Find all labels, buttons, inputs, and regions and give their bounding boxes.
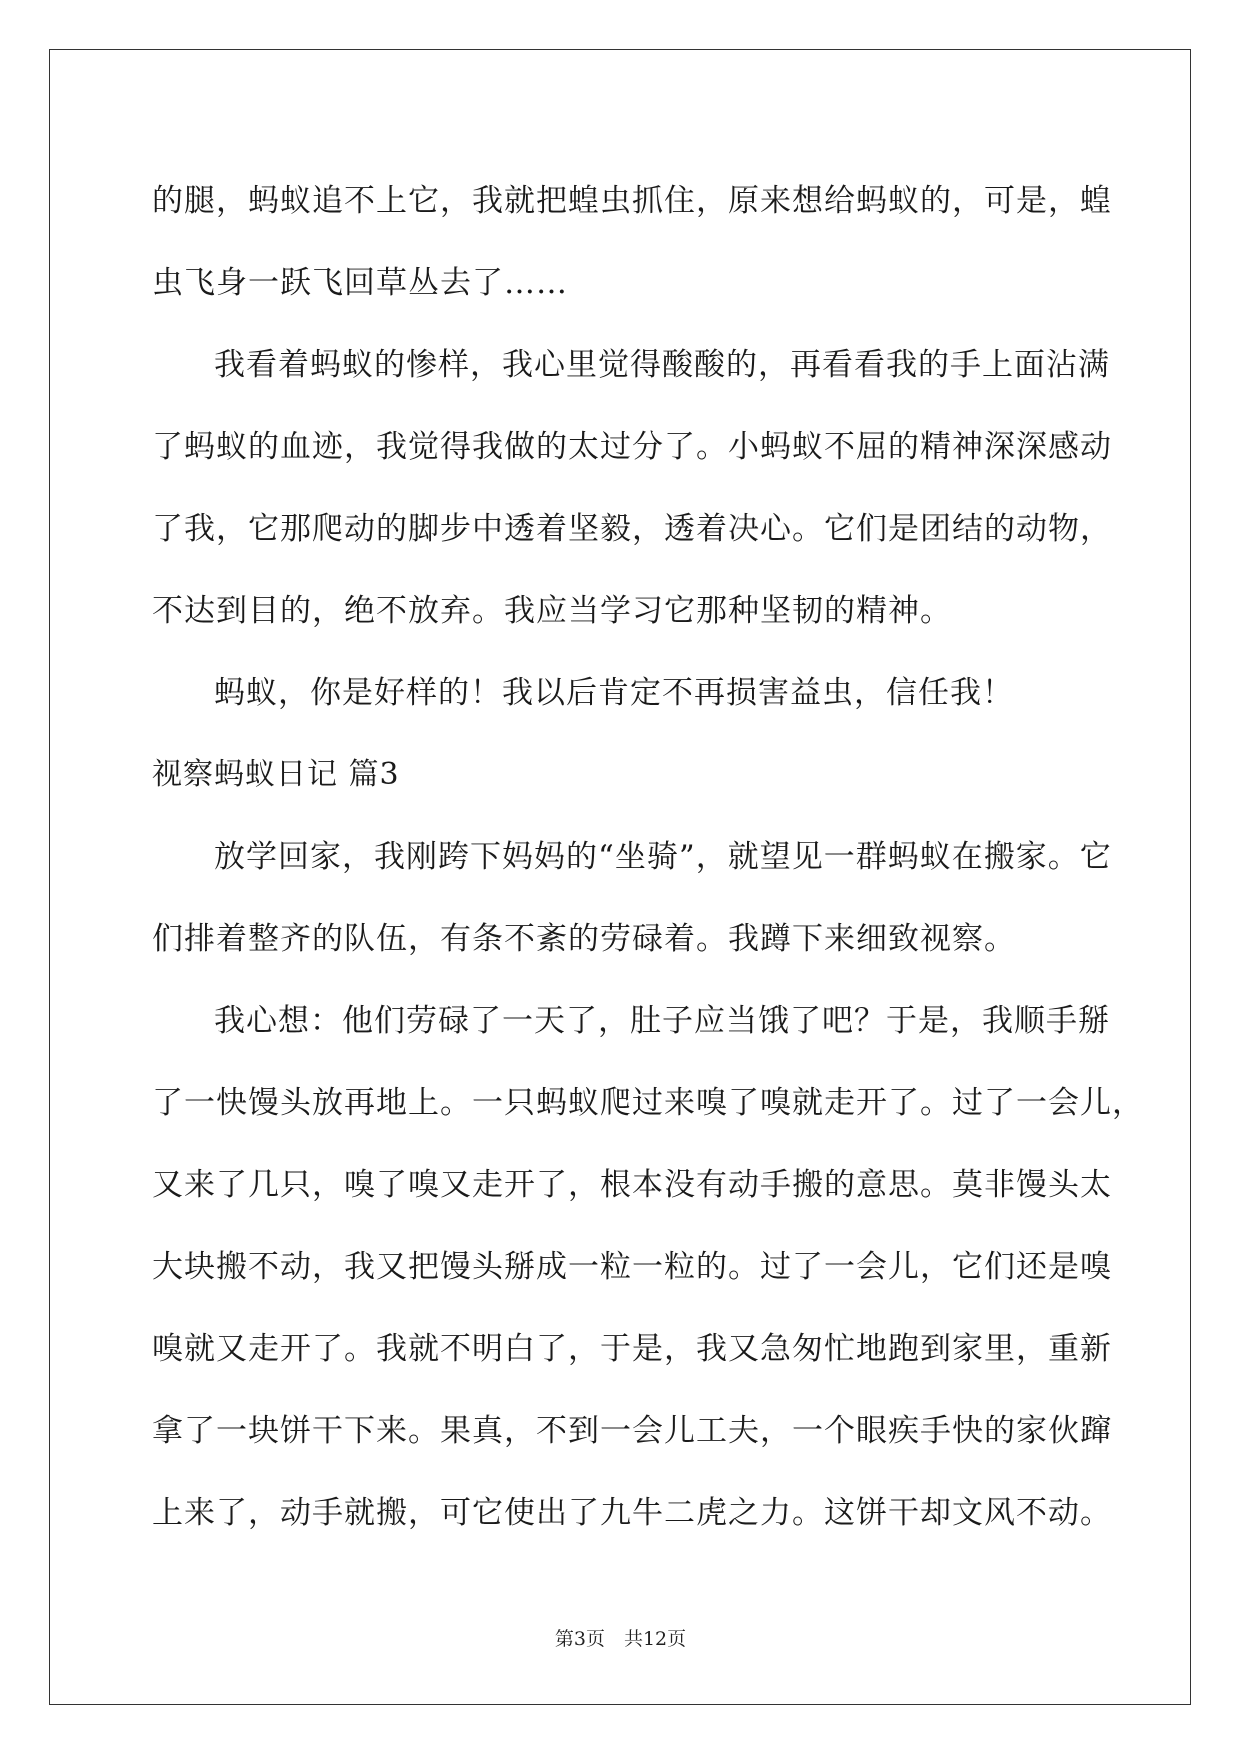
- paragraph-line: 上来了，动手就搬，可它使出了九牛二虎之力。这饼干却文风不动。: [152, 1495, 1112, 1531]
- paragraph-line: 我看着蚂蚁的惨样，我心里觉得酸酸的，再看看我的手上面沾满: [214, 347, 1110, 383]
- paragraph-line: 了蚂蚁的血迹，我觉得我做的太过分了。小蚂蚁不屈的精神深深感动: [152, 429, 1112, 465]
- paragraph-line: 大块搬不动，我又把馒头掰成一粒一粒的。过了一会儿，它们还是嗅: [152, 1249, 1112, 1285]
- paragraph-line: 的腿，蚂蚁追不上它，我就把蝗虫抓住，原来想给蚂蚁的，可是，蝗: [152, 183, 1112, 219]
- paragraph-line: 蚂蚁，你是好样的！我以后肯定不再损害益虫，信任我！: [214, 675, 1014, 711]
- paragraph-line: 嗅就又走开了。我就不明白了，于是，我又急匆忙地跑到家里，重新: [152, 1331, 1112, 1367]
- document-body: [152, 160, 1144, 1554]
- paragraph-line: 虫飞身一跃飞回草丛去了……: [152, 265, 568, 301]
- page-number: 第3页 共12页: [554, 1628, 687, 1650]
- paragraph-line: 放学回家，我刚跨下妈妈的“坐骑”，就望见一群蚂蚁在搬家。它: [214, 839, 1112, 875]
- section-heading: 视察蚂蚁日记 篇3: [152, 757, 400, 792]
- paragraph-line: 了一快馒头放再地上。一只蚂蚁爬过来嗅了嗅就走开了。过了一会儿，: [152, 1085, 1144, 1121]
- paragraph-line: 又来了几只，嗅了嗅又走开了，根本没有动手搬的意思。莫非馒头太: [152, 1167, 1112, 1203]
- paragraph-line: 我心想：他们劳碌了一天了，肚子应当饿了吧？于是，我顺手掰: [214, 1003, 1110, 1039]
- paragraph-line: 拿了一块饼干下来。果真，不到一会儿工夫，一个眼疾手快的家伙蹿: [152, 1413, 1112, 1449]
- paragraph-line: 了我，它那爬动的脚步中透着坚毅，透着决心。它们是团结的动物，: [152, 511, 1112, 547]
- paragraph-line: 们排着整齐的队伍，有条不紊的劳碌着。我蹲下来细致视察。: [152, 921, 1016, 957]
- paragraph-line: 不达到目的，绝不放弃。我应当学习它那种坚韧的精神。: [152, 593, 952, 629]
